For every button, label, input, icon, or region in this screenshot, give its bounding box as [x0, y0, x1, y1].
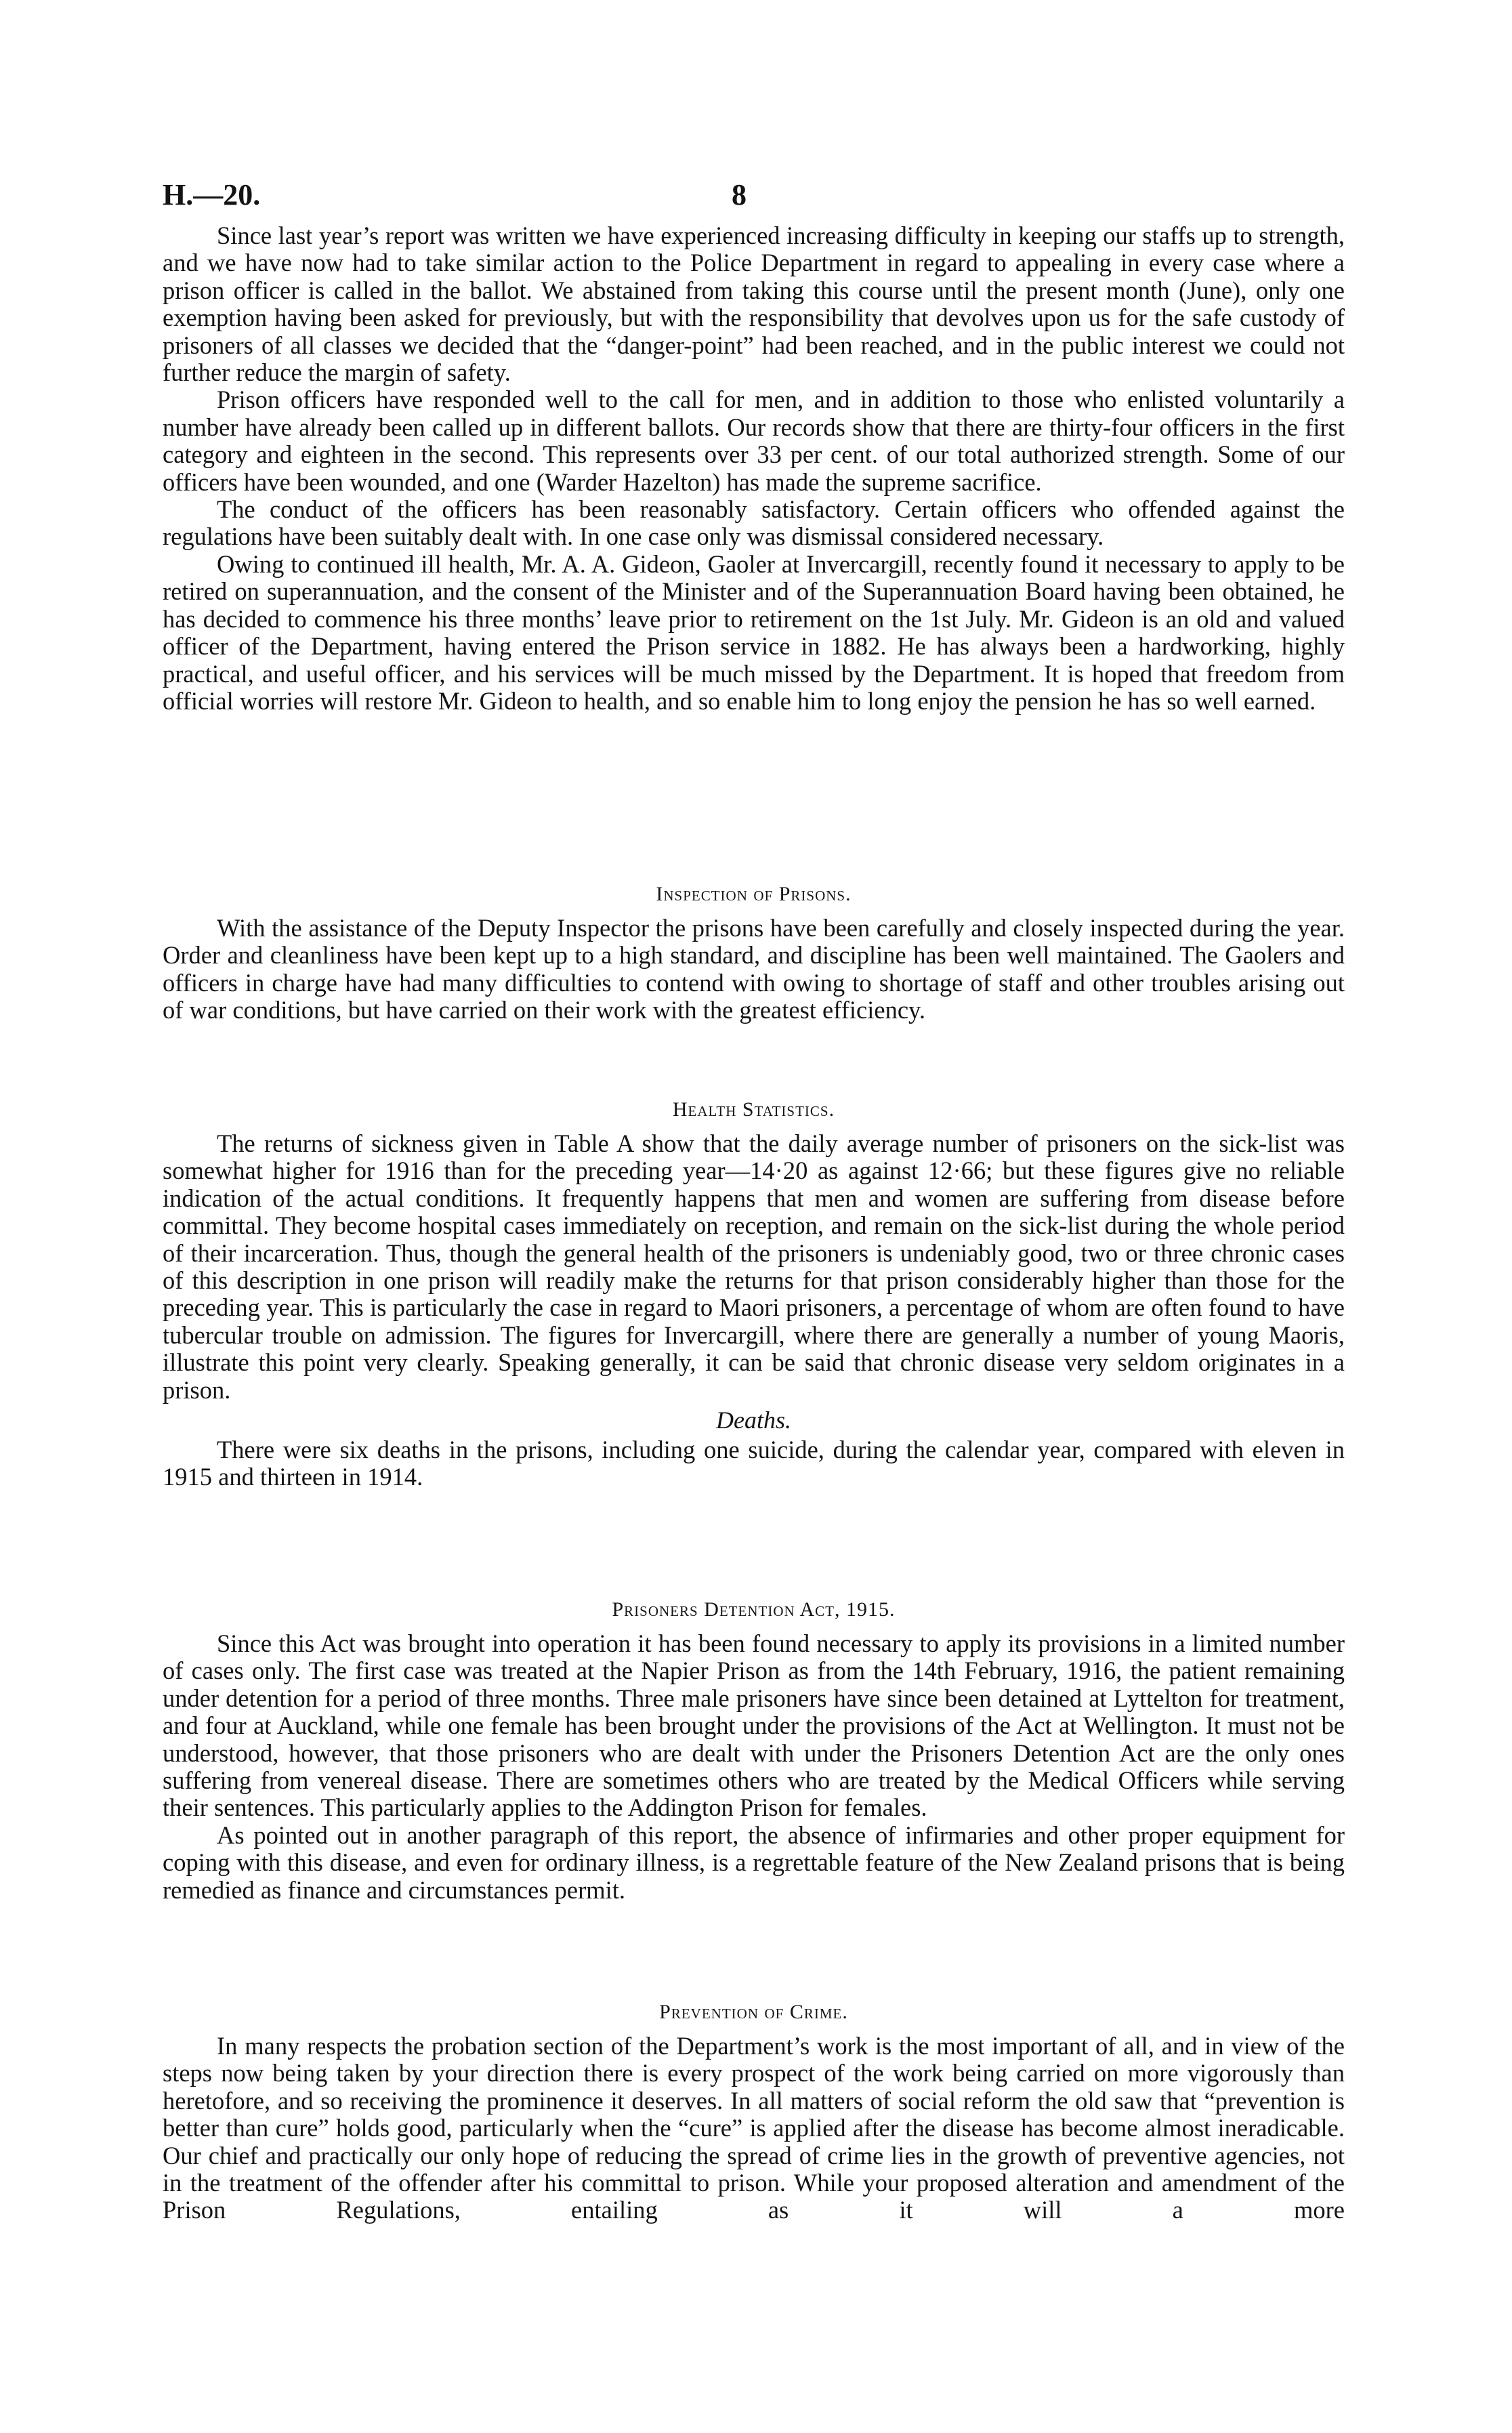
paragraph: Prison officers have responded well to the call for men, and in addition to those who enlisted voluntarily a number have already been called up in different ballots. Our records show that there are thirty-four officers in the first category and eighteen in the second. This represents over 33 per cent. of our total authorized strength. Some of our officers have been wounded, and one (Warder Hazelton) has made the supreme sacrifice.	[163, 386, 1345, 496]
paragraph: Since this Act was brought into operation it has been found necessary to apply its provisions in a limited number of cases only. The first case was treated at the Napier Prison as from the 14th February, 1916, the patient remaining under detention for a period of three months. Three male prisoners have since been detained at Lyttelton for treatment, and four at Auckland, while one female has been brought under the provisions of the Act at Wellington. It must not be understood, however, that those prisoners who are dealt with under the Prisoners Detention Act are the only ones suffering from venereal disease. There are sometimes others who are treated by the Medical Officers while serving their sentences. This particularly applies to the Addington Prison for females.	[163, 1629, 1345, 1822]
section-heading: Inspection of Prisons.	[656, 883, 852, 905]
prevention-section	[163, 1999, 1345, 2224]
inspection-section	[163, 881, 1345, 1024]
section-heading: Prisoners Detention Act, 1915.	[612, 1598, 896, 1621]
health-section	[163, 1096, 1345, 1491]
paragraph: The returns of sickness given in Table A show that the daily average number of prisoners on the sick-list was somewhat higher for 1916 than for the preceding year—14·20 as against 12·66; but these figures give no reliable indication of the actual conditions. It frequently happens that men and women are suffering from disease before committal. They become hospital cases immediately on reception, and remain on the sick-list during the whole period of their incarceration. Thus, though the general health of the prisoners is undeniably good, two or three chronic cases of this description in one prison will readily make the returns for that prison considerably higher than those for the preceding year. This is particularly the case in regard to Maori prisoners, a percentage of whom are often found to have tubercular trouble on admission. The figures for Invercargill, where there are generally a number of young Maoris, illustrate this point very clearly. Speaking generally, it can be said that chronic disease very seldom originates in a prison.	[163, 1129, 1345, 1404]
paragraph: In many respects the probation section of the Department’s work is the most important of all, and in view of the steps now being taken by your direction there is every prospect of the work being carried on more vigorously than heretofore, and so receiving the prominence it deserves. In all matters of social reform the old saw that “prevention is better than cure” holds good, particularly when the “cure” is applied after the disease has become almost ineradicable. Our chief and practically our only hope of reducing the spread of crime lies in the growth of preventive agencies, not in the treatment of the offender after his committal to prison. While your proposed alteration and amendment of the Prison Regulations, entailing as it will a more	[163, 2032, 1345, 2224]
document-code: H.—20.	[163, 178, 261, 211]
subheading-deaths: Deaths.	[716, 1407, 791, 1434]
paragraph: Owing to continued ill health, Mr. A. A. Gideon, Gaoler at Invercargill, recently found it necessary to apply to be retired on superannuation, and the consent of the Minister and of the Superannuation Board having been obtained, he has decided to commence his three months’ leave prior to retirement on the 1st July. Mr. Gideon is an old and valued officer of the Department, having entered the Prison service in 1882. He has always been a hardworking, highly practical, and useful officer, and his services will be much missed by the Department. It is hoped that freedom from official worries will restore Mr. Gideon to health, and so enable him to long enjoy the pension he has so well earned.	[163, 549, 1345, 715]
section-heading: Health Statistics.	[672, 1098, 835, 1121]
paragraph: The conduct of the officers has been reasonably satisfactory. Certain officers who offended against the regulations have been suitably dealt with. In one case only was dismissal considered necessary.	[163, 495, 1345, 551]
paragraph: There were six deaths in the prisons, including one suicide, during the calendar year, compared with eleven in 1915 and thirteen in 1914.	[163, 1436, 1345, 1491]
detention-section	[163, 1596, 1345, 1904]
page-number: 8	[732, 178, 747, 211]
paragraph: Since last year’s report was written we have experienced increasing difficulty in keeping our staffs up to strength, and we have now had to take similar action to the Police Department in regard to appealing in every case where a prison officer is called in the ballot. We abstained from taking this course until the present month (June), only one exemption having been asked for previously, but with the responsibility that devolves upon us for the safe custody of prisoners of all classes we decided that the “danger-point” had been reached, and in the public interest we could not further reduce the margin of safety.	[163, 222, 1345, 387]
intro-section	[163, 222, 1345, 715]
section-heading: Prevention of Crime.	[659, 2001, 848, 2023]
paragraph: With the assistance of the Deputy Inspector the prisons have been carefully and closely inspected during the year. Order and cleanliness have been kept up to a high standard, and discipline has been well maintained. The Gaolers and officers in charge have had many difficulties to contend with owing to shortage of staff and other troubles arising out of war conditions, but have carried on their work with the greatest efficiency.	[163, 914, 1345, 1024]
paragraph: As pointed out in another paragraph of this report, the absence of infirmaries and other proper equipment for coping with this disease, and even for ordinary illness, is a regrettable feature of the New Zealand prisons that is being remedied as finance and circumstances permit.	[163, 1821, 1345, 1904]
